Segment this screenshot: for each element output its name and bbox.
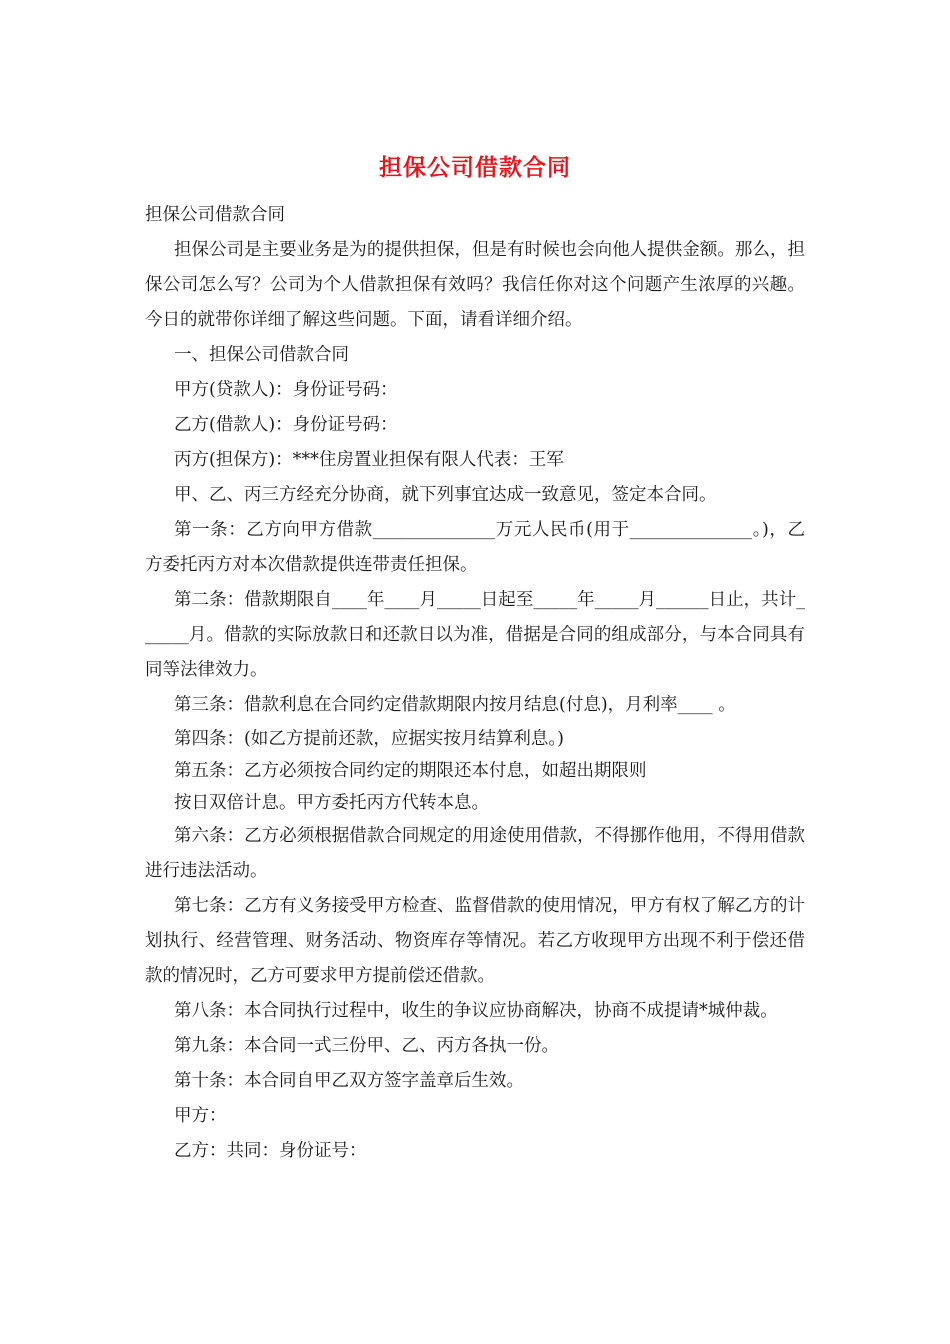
article-9: 第九条：本合同一式三份甲、乙、丙方各执一份。 [174,1036,559,1056]
agreement-paragraph: 甲、乙、丙三方经充分协商，就下列事宜达成一致意见，签定本合同。 [174,485,717,505]
section-heading: 一、担保公司借款合同 [174,345,349,365]
article-10: 第十条：本合同自甲乙双方签字盖章后生效。 [174,1071,524,1091]
doc-subtitle: 担保公司借款合同 [145,205,285,225]
party-c-line: 丙方(担保方)：***住房置业担保有限人代表：王军 [174,450,564,470]
party-b-signature: 乙方：共同：身份证号： [174,1141,367,1161]
article-5: 第五条：乙方必须按合同约定的期限还本付息，如超出期限则 [174,761,647,781]
intro-paragraph: 担保公司是主要业务是为的提供担保，但是有时候也会向他人提供金额。那么，担保公司怎么写？公司为个人借款担保有效吗？我信任你对这个问题产生浓厚的兴趣。今日的就带你详细了解这些问题。下面，请看详细介绍。 [145,240,805,330]
article-5-continued: 按日双倍计息。甲方委托丙方代转本息。 [174,793,489,813]
party-a-line: 甲方(贷款人)：身份证号码： [174,380,398,400]
article-8: 第八条：本合同执行过程中，收生的争议应协商解决，协商不成提请*城仲裁。 [174,1001,778,1021]
article-4: 第四条：(如乙方提前还款，应据实按月结算利息。) [174,729,564,749]
article-2: 第二条：借款期限自____年____月_____日起至_____年_____月______日止，共计______月。借款的实际放款日和还款日以为准，借据是合同的组成部分，与本合同具有同等法律效力。 [145,590,805,680]
article-1: 第一条：乙方向甲方借款______________万元人民币(用于______________。)，乙方委托丙方对本次借款提供连带责任担保。 [145,520,805,575]
article-3: 第三条：借款利息在合同约定借款期限内按月结息(付息)，月利率____ 。 [174,695,736,715]
party-b-line: 乙方(借款人)：身份证号码： [174,415,398,435]
document-body [145,198,805,1169]
party-a-signature: 甲方： [174,1106,227,1126]
document-title: 担保公司借款合同 [379,154,571,181]
article-7: 第七条：乙方有义务接受甲方检查、监督借款的使用情况，甲方有权了解乙方的计划执行、经营管理、财务活动、物资库存等情况。若乙方收现甲方出现不利于偿还借款的情况时，乙方可要求甲方提前偿还借款。 [145,896,805,986]
article-6: 第六条：乙方必须根据借款合同规定的用途使用借款，不得挪作他用，不得用借款进行违法活动。 [145,826,805,881]
